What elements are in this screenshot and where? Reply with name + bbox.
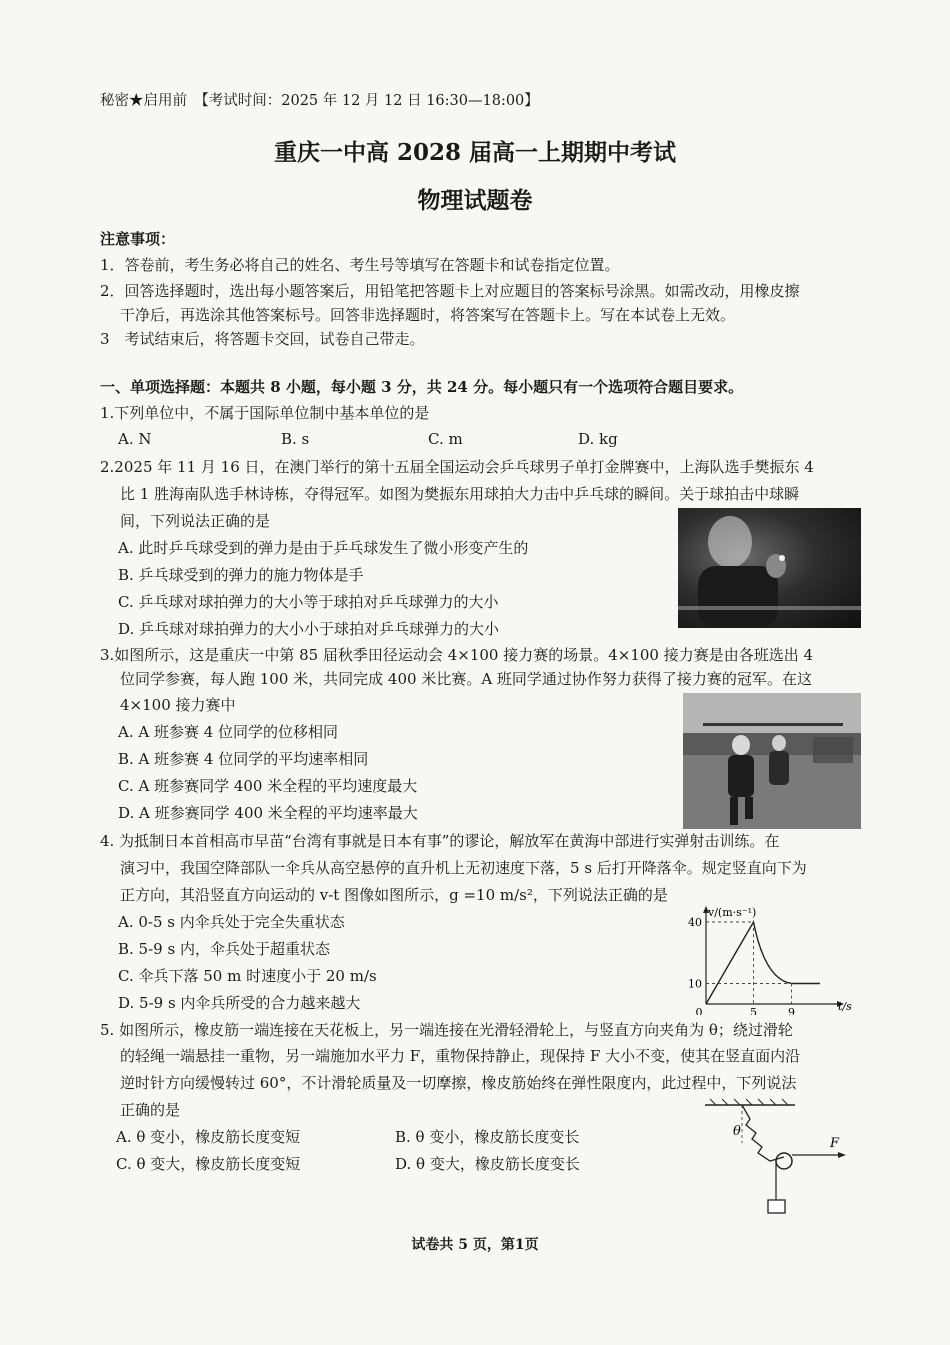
option-b: B. 5-9 s 内，伞兵处于超重状态 [118,940,330,958]
option-d: D. 5-9 s 内伞兵所受的合力越来越大 [118,994,361,1012]
pulley [776,1153,792,1169]
question-2-stem: 比 1 胜海南队选手林诗栋，夺得冠军。如图为樊振东用球拍大力击中乒乓球的瞬间。关于球拍击中球瞬 [120,485,800,503]
ceiling-hatch [710,1099,788,1105]
question-5-stem: 正确的是 [120,1101,181,1119]
table-tennis-photo [678,508,861,628]
relay-race-photo [683,693,861,829]
question-4-stem: 正方向，其沿竖直方向运动的 v-t 图像如图所示，g =10 m/s²，下列说法正确的是 [120,886,668,904]
option-a: A. N [118,430,152,448]
force-label: F [830,1136,840,1151]
confidential-header: 秘密★启用前 【考试时间：2025 年 12 月 12 日 16:30—18:00】 [100,93,539,109]
option-d: D. A 班参赛同学 400 米全程的平均速率最大 [118,804,418,822]
question-5-stem: 逆时针方向缓慢转过 60°，不计滑轮质量及一切摩擦，橡皮筋始终在弹性限度内，此过程中，下列说法 [120,1074,797,1092]
option-c: C. θ 变大，橡皮筋长度变短 [116,1155,301,1173]
page-footer: 试卷共 5 页，第1页 [411,1237,539,1253]
x-tick-label: 5 [750,1006,757,1015]
velocity-time-graph [670,900,860,1015]
option-c: C. 乒乓球对球拍弹力的大小等于球拍对乒乓球弹力的大小 [118,593,499,611]
x-tick-label: 0 [695,1006,703,1015]
option-a: A. θ 变小，橡皮筋长度变短 [116,1128,301,1146]
question-3-stem: 3.如图所示，这是重庆一中第 85 届秋季田径运动会 4×100 接力赛的场景。4×100 接力赛是由各班选出 4 [100,646,814,664]
exam-subtitle: 物理试题卷 [417,187,533,214]
theta-label: θ [733,1124,741,1139]
question-4-stem: 演习中，我国空降部队一伞兵从高空悬停的直升机上无初速度下落，5 s 后打开降落伞。规定竖直向下为 [120,859,807,877]
notes-heading: 注意事项： [100,230,176,248]
weight-block [768,1200,785,1213]
question-3-stem: 4×100 接力赛中 [120,696,236,714]
option-c: C. A 班参赛同学 400 米全程的平均速度最大 [118,777,418,795]
option-b: B. θ 变小，橡皮筋长度变长 [395,1128,580,1146]
option-b: B. 乒乓球受到的弹力的施力物体是手 [118,566,364,584]
section-heading: 一、单项选择题：本题共 8 小题，每小题 3 分，共 24 分。每小题只有一个选项符合题目要求。 [100,378,744,396]
x-tick-label: 9 [788,1006,795,1015]
question-2-stem: 2.2025 年 11 月 16 日，在澳门举行的第十五届全国运动会乒乓球男子单打金牌赛中，上海队选手樊振东 4 [100,458,814,476]
note-item: 1．答卷前，考生务必将自己的姓名、考生号等填写在答题卡和试卷指定位置。 [100,256,620,274]
question-5-stem: 5. 如图所示，橡皮筋一端连接在天花板上，另一端连接在光滑轻滑轮上，与竖直方向夹角为 θ；绕过滑轮 [100,1021,793,1039]
exam-title: 重庆一中高 2028 届高一上期期中考试 [273,139,677,166]
x-axis-label: t/s [838,1000,852,1013]
option-d: D. θ 变大，橡皮筋长度变长 [395,1155,580,1173]
pulley-diagram [700,1095,860,1220]
option-b: B. A 班参赛 4 位同学的平均速率相同 [118,750,369,768]
option-c: C. 伞兵下落 50 m 时速度小于 20 m/s [118,967,377,985]
note-item: 3 考试结束后，将答题卡交回，试卷自己带走。 [100,330,425,348]
question-4-stem: 4. 为抵制日本首相高市早苗“台湾有事就是日本有事”的谬论，解放军在黄海中部进行实弹射击训练。在 [100,832,780,850]
option-a: A. 此时乒乓球受到的弹力是由于乒乓球发生了微小形变产生的 [118,539,529,557]
option-c: C. m [428,430,463,448]
y-tick-label: 10 [688,977,702,991]
series-line [706,922,820,1004]
question-1-stem: 1.下列单位中，不属于国际单位制中基本单位的是 [100,404,430,422]
force-arrow [838,1152,846,1158]
option-d: D. 乒乓球对球拍弹力的大小小于球拍对乒乓球弹力的大小 [118,620,500,638]
rubber-band [742,1105,784,1161]
question-2-stem: 间，下列说法正确的是 [120,512,271,530]
option-b: B. s [281,430,310,448]
option-a: A. A 班参赛 4 位同学的位移相同 [118,723,339,741]
note-item: 干净后，再选涂其他答案标号。回答非选择题时，将答案写在答题卡上。写在本试卷上无效。 [120,306,736,324]
y-tick-label: 40 [688,916,702,929]
note-item: 2．回答选择题时，选出每小题答案后，用铅笔把答题卡上对应题目的答案标号涂黑。如需改动，用橡皮擦 [100,282,800,300]
option-a: A. 0-5 s 内伞兵处于完全失重状态 [118,913,345,931]
y-axis-label: v/(m·s⁻¹) [708,906,757,919]
option-d: D. kg [578,430,618,448]
question-3-stem: 位同学参赛，每人跑 100 米，共同完成 400 米比赛。A 班同学通过协作努力获得了接力赛的冠军。在这 [120,670,812,688]
question-5-stem: 的轻绳一端悬挂一重物，另一端施加水平力 F，重物保持静止，现保持 F 大小不变，使其在竖直面内沿 [120,1047,801,1065]
